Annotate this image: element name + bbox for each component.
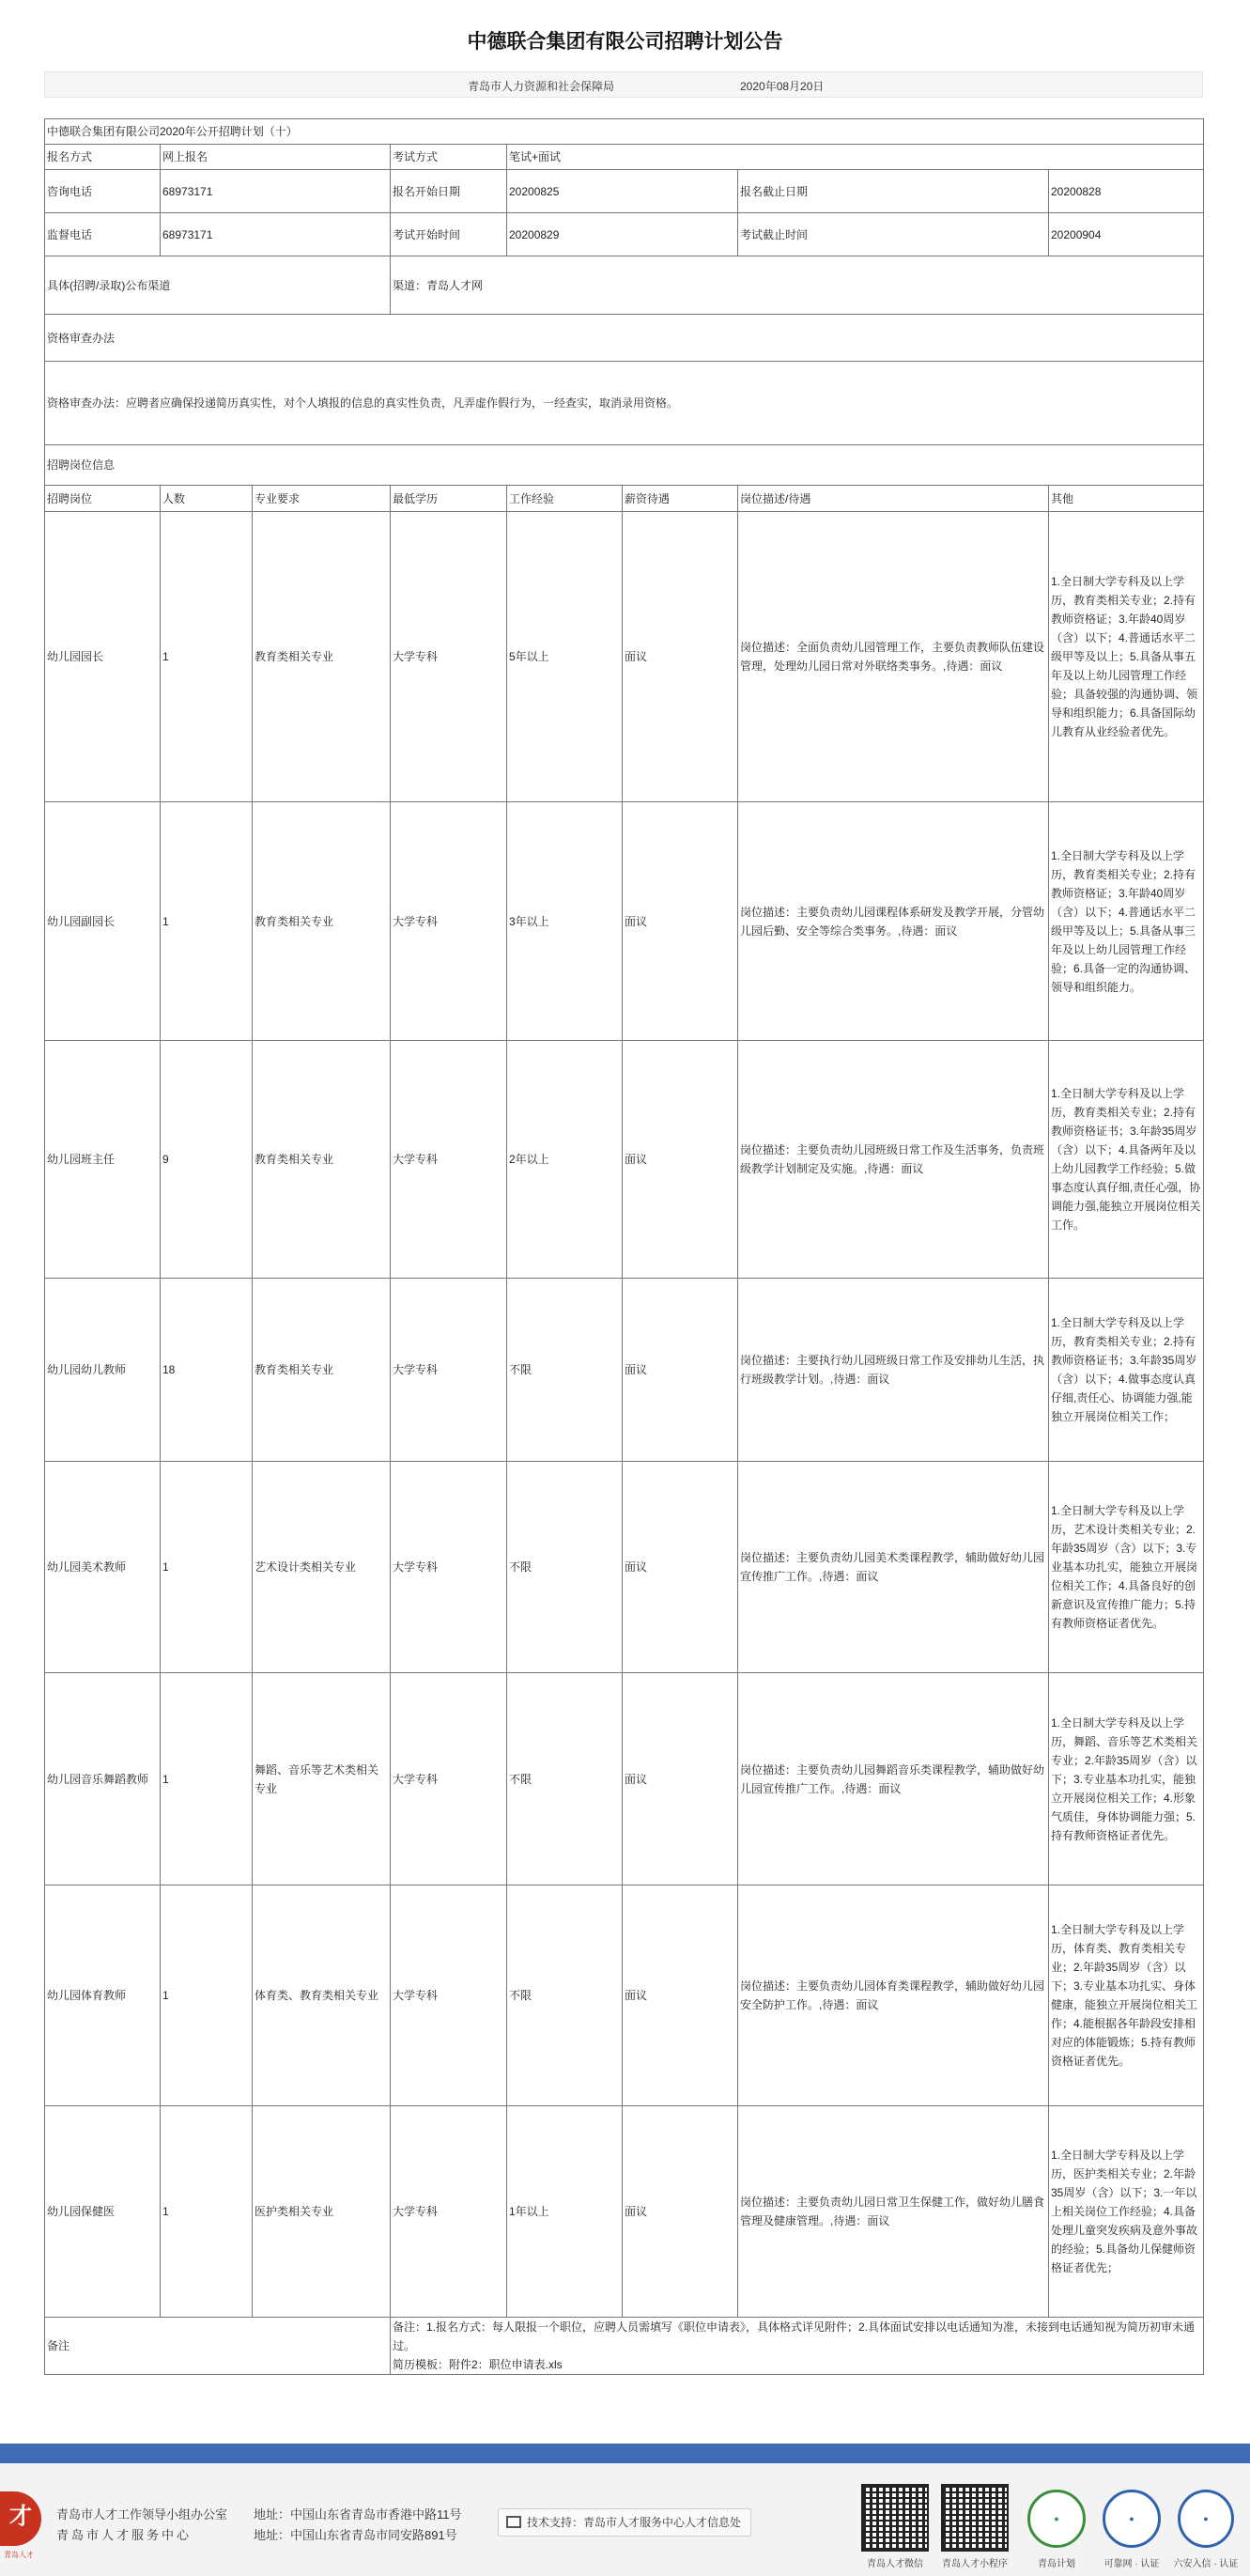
column-header: 专业要求 bbox=[253, 486, 391, 512]
post-name: 幼儿园体育教师 bbox=[45, 1885, 161, 2106]
min-education: 大学专科 bbox=[391, 802, 507, 1041]
work-experience: 3年以上 bbox=[507, 802, 623, 1041]
review-text: 资格审查办法：应聘者应确保投递简历真实性，对个人填报的信息的真实性负责，凡弄虚作假行为，一经查实，取消录用资格。 bbox=[45, 362, 1204, 445]
table-row bbox=[45, 2106, 1204, 2318]
footer-address-2: 地址：中国山东省青岛市同安路891号 bbox=[254, 2528, 457, 2542]
signup-end-label: 报名截止日期 bbox=[738, 170, 1049, 213]
credit-badge-icon[interactable]: ● bbox=[1178, 2490, 1234, 2548]
tech-support-text: 技术支持：青岛市人才服务中心人才信息处 bbox=[527, 2516, 742, 2529]
job-description: 岗位描述：全面负责幼儿园管理工作，主要负责教师队伍建设管理，处理幼儿园日常对外联络类事务。,待遇：面议 bbox=[738, 512, 1049, 802]
column-header: 招聘岗位 bbox=[45, 486, 161, 512]
post-name: 幼儿园幼儿教师 bbox=[45, 1279, 161, 1462]
table-row bbox=[45, 802, 1204, 1041]
trusted-site-label: 可靠网 · 认证 bbox=[1103, 2559, 1160, 2569]
other-requirements: 1.全日制大学专科及以上学历，艺术设计类相关专业；2.年龄35周岁（含）以下；3.专业基本功扎实，能独立开展岗位相关工作；4.具备良好的创新意识及宣传推广能力；5.持有教师资格证者优先。 bbox=[1049, 1462, 1204, 1673]
major-requirement: 教育类相关专业 bbox=[253, 1279, 391, 1462]
work-experience: 不限 bbox=[507, 1673, 623, 1885]
head-count: 1 bbox=[161, 1885, 253, 2106]
other-requirements: 1.全日制大学专科及以上学历，舞蹈、音乐等艺术类相关专业；2.年龄35周岁（含）以下；3.专业基本功扎实，能独立开展岗位相关工作；4.形象气质佳，身体协调能力强；5.持有教师资格证者优先。 bbox=[1049, 1673, 1204, 1885]
footer bbox=[0, 2463, 1250, 2576]
table-row bbox=[45, 1462, 1204, 1673]
work-experience: 不限 bbox=[507, 1885, 623, 2106]
major-requirement: 医护类相关专业 bbox=[253, 2106, 391, 2318]
post-name: 幼儿园副园长 bbox=[45, 802, 161, 1041]
supervise-label: 监督电话 bbox=[45, 213, 161, 256]
job-description: 岗位描述：主要执行幼儿园班级日常工作及安排幼儿生活，执行班级教学计划。,待遇：面议 bbox=[738, 1279, 1049, 1462]
job-description: 岗位描述：主要负责幼儿园班级日常工作及生活事务，负责班级教学计划制定及实施。,待遇：面议 bbox=[738, 1041, 1049, 1279]
column-header: 薪资待遇 bbox=[623, 486, 738, 512]
other-requirements: 1.全日制大学专科及以上学历，医护类相关专业；2.年龄35周岁（含）以下；3.一年以上相关岗位工作经验；4.具备处理儿童突发疾病及意外事故的经验；5.具备幼儿保健师资格证者优先； bbox=[1049, 2106, 1204, 2318]
other-requirements: 1.全日制大学专科及以上学历，教育类相关专业；2.持有教师资格证书；3.年龄35周岁（含）以下；4.做事态度认真仔细,责任心、协调能力强,能独立开展岗位相关工作； bbox=[1049, 1279, 1204, 1462]
credit-label: 六安入信 · 认证 bbox=[1173, 2559, 1239, 2569]
salary: 面议 bbox=[623, 1673, 738, 1885]
major-requirement: 体育类、教育类相关专业 bbox=[253, 1885, 391, 2106]
head-count: 1 bbox=[161, 1673, 253, 1885]
remarks-label: 备注 bbox=[45, 2318, 391, 2375]
remarks-content bbox=[391, 2318, 1204, 2375]
min-education: 大学专科 bbox=[391, 512, 507, 802]
exam-end-label: 考试截止时间 bbox=[738, 213, 1049, 256]
page-title: 中德联合集团有限公司招聘计划公告 bbox=[467, 31, 783, 53]
column-header: 岗位描述/待遇 bbox=[738, 486, 1049, 512]
table-row bbox=[45, 512, 1204, 802]
post-name: 幼儿园班主任 bbox=[45, 1041, 161, 1279]
wechat-qr-code-icon bbox=[861, 2484, 929, 2552]
wechat-qr-label: 青岛人才微信 bbox=[867, 2559, 923, 2569]
signup-method-label: 报名方式 bbox=[45, 145, 161, 170]
remarks-row bbox=[45, 2318, 1204, 2375]
post-name: 幼儿园音乐舞蹈教师 bbox=[45, 1673, 161, 1885]
publish-date: 2020年08月20日 bbox=[740, 80, 825, 93]
signup-end: 20200828 bbox=[1049, 170, 1204, 213]
salary: 面议 bbox=[623, 1885, 738, 2106]
remarks-text: 备注：1.报名方式：每人限报一个职位，应聘人员需填写《职位申请表》，具体格式详见附件；2.具体面试安排以电话通知为准，未接到电话通知视为简历初审未通过。 bbox=[393, 2320, 1196, 2352]
signup-start-label: 报名开始日期 bbox=[391, 170, 507, 213]
work-experience: 2年以上 bbox=[507, 1041, 623, 1279]
signup-start: 20200825 bbox=[507, 170, 738, 213]
major-requirement: 舞蹈、音乐等艺术类相关专业 bbox=[253, 1673, 391, 1885]
head-count: 1 bbox=[161, 512, 253, 802]
job-description: 岗位描述：主要负责幼儿园体育类课程教学，辅助做好幼儿园安全防护工作。,待遇：面议 bbox=[738, 1885, 1049, 2106]
monitor-icon bbox=[506, 2516, 521, 2528]
column-header: 人数 bbox=[161, 486, 253, 512]
work-experience: 不限 bbox=[507, 1462, 623, 1673]
head-count: 9 bbox=[161, 1041, 253, 1279]
min-education: 大学专科 bbox=[391, 1462, 507, 1673]
footer-address-1: 地址：中国山东省青岛市香港中路11号 bbox=[254, 2507, 462, 2522]
exam-end: 20200904 bbox=[1049, 213, 1204, 256]
footer-org-line1: 青岛市人才工作领导小组办公室 bbox=[56, 2507, 228, 2522]
recruitment-table bbox=[44, 118, 1204, 2375]
salary: 面议 bbox=[623, 1462, 738, 1673]
job-description: 岗位描述：主要负责幼儿园课程体系研发及教学开展，分管幼儿园后勤、安全等综合类事务。,待遇：面议 bbox=[738, 802, 1049, 1041]
supervise-phone: 68973171 bbox=[161, 213, 391, 256]
channel: 渠道：青岛人才网 bbox=[391, 256, 1204, 315]
major-requirement: 教育类相关专业 bbox=[253, 802, 391, 1041]
head-count: 1 bbox=[161, 1462, 253, 1673]
other-requirements: 1.全日制大学专科及以上学历，体育类、教育类相关专业；2.年龄35周岁（含）以下；3.专业基本功扎实、身体健康，能独立开展岗位相关工作；4.能根据各年龄段安排相对应的体能锻炼；5.持有教师资格证者优先。 bbox=[1049, 1885, 1204, 2106]
post-name: 幼儿园保健医 bbox=[45, 2106, 161, 2318]
min-education: 大学专科 bbox=[391, 1279, 507, 1462]
signup-method: 网上报名 bbox=[161, 145, 391, 170]
attachment-link[interactable]: 简历模板：附件2：职位申请表.xls bbox=[393, 2358, 563, 2371]
work-experience: 1年以上 bbox=[507, 2106, 623, 2318]
column-header: 工作经验 bbox=[507, 486, 623, 512]
table-row bbox=[45, 1885, 1204, 2106]
major-requirement: 艺术设计类相关专业 bbox=[253, 1462, 391, 1673]
other-requirements: 1.全日制大学专科及以上学历，教育类相关专业；2.持有教师资格证；3.年龄40周岁（含）以下；4.普通话水平二级甲等及以上；5.具备从事三年及以上幼儿园管理工作经验；6.具备一定的沟通协调、领导和组织能力。 bbox=[1049, 802, 1204, 1041]
header-row bbox=[45, 486, 1204, 512]
table-row bbox=[45, 1041, 1204, 1279]
exam-method: 笔试+面试 bbox=[507, 145, 1204, 170]
salary: 面议 bbox=[623, 512, 738, 802]
work-experience: 不限 bbox=[507, 1279, 623, 1462]
other-requirements: 1.全日制大学专科及以上学历，教育类相关专业；2.持有教师资格证；3.年龄40周岁（含）以下；4.普通话水平二级甲等及以上；5.具备从事五年及以上幼儿园管理工作经验；具备较强的沟通协调、领导和组织能力；6.具备国际幼儿教育从业经验者优先。 bbox=[1049, 512, 1204, 802]
salary: 面议 bbox=[623, 1041, 738, 1279]
table-row bbox=[45, 1279, 1204, 1462]
table-row bbox=[45, 1673, 1204, 1885]
head-count: 1 bbox=[161, 2106, 253, 2318]
logo-caption: 青岛人才 bbox=[4, 2551, 34, 2559]
post-name: 幼儿园美术教师 bbox=[45, 1462, 161, 1673]
trusted-site-badge-icon[interactable]: ● bbox=[1103, 2490, 1161, 2548]
phone-label: 咨询电话 bbox=[45, 170, 161, 213]
plan-title: 中德联合集团有限公司2020年公开招聘计划（十） bbox=[45, 119, 1204, 145]
miniprogram-qr-label: 青岛人才小程序 bbox=[942, 2559, 1008, 2569]
min-education: 大学专科 bbox=[391, 1673, 507, 1885]
exam-start: 20200829 bbox=[507, 213, 738, 256]
major-requirement: 教育类相关专业 bbox=[253, 1041, 391, 1279]
job-description: 岗位描述：主要负责幼儿园舞蹈音乐类课程教学，辅助做好幼儿园宣传推广工作。,待遇：面议 bbox=[738, 1673, 1049, 1885]
exam-method-label: 考试方式 bbox=[391, 145, 507, 170]
miniprogram-qr-code-icon bbox=[941, 2484, 1009, 2552]
min-education: 大学专科 bbox=[391, 2106, 507, 2318]
channel-label: 具体(招聘/录取)公布渠道 bbox=[45, 256, 391, 315]
exam-start-label: 考试开始时间 bbox=[391, 213, 507, 256]
head-count: 18 bbox=[161, 1279, 253, 1462]
job-description: 岗位描述：主要负责幼儿园美术类课程教学，辅助做好幼儿园宣传推广工作。,待遇：面议 bbox=[738, 1462, 1049, 1673]
footer-bar bbox=[0, 2444, 1250, 2463]
work-experience: 5年以上 bbox=[507, 512, 623, 802]
qingdao-talent-logo: 才 bbox=[0, 2491, 41, 2546]
min-education: 大学专科 bbox=[391, 1885, 507, 2106]
footer-org-line2: 青岛市人才服务中心 bbox=[56, 2528, 193, 2542]
job-description: 岗位描述：主要负责幼儿园日常卫生保健工作，做好幼儿膳食管理及健康管理。,待遇：面议 bbox=[738, 2106, 1049, 2318]
min-education: 大学专科 bbox=[391, 1041, 507, 1279]
phone: 68973171 bbox=[161, 170, 391, 213]
positions-heading: 招聘岗位信息 bbox=[45, 445, 1204, 486]
salary: 面议 bbox=[623, 1279, 738, 1462]
salary: 面议 bbox=[623, 802, 738, 1041]
publisher: 青岛市人力资源和社会保障局 bbox=[468, 80, 615, 93]
column-header: 最低学历 bbox=[391, 486, 507, 512]
head-count: 1 bbox=[161, 802, 253, 1041]
publish-info bbox=[44, 71, 1203, 98]
major-requirement: 教育类相关专业 bbox=[253, 512, 391, 802]
qingdao-plan-label: 青岛计划 bbox=[1038, 2559, 1075, 2569]
tech-support bbox=[498, 2508, 751, 2537]
qingdao-plan-badge-icon[interactable]: ● bbox=[1027, 2490, 1086, 2548]
salary: 面议 bbox=[623, 2106, 738, 2318]
review-heading: 资格审查办法 bbox=[45, 315, 1204, 362]
other-requirements: 1.全日制大学专科及以上学历，教育类相关专业；2.持有教师资格证书；3.年龄35周岁（含）以下；4.具备两年及以上幼儿园教学工作经验；5.做事态度认真仔细,责任心强，协调能力强,能独立开展岗位相关工作。 bbox=[1049, 1041, 1204, 1279]
post-name: 幼儿园园长 bbox=[45, 512, 161, 802]
column-header: 其他 bbox=[1049, 486, 1204, 512]
